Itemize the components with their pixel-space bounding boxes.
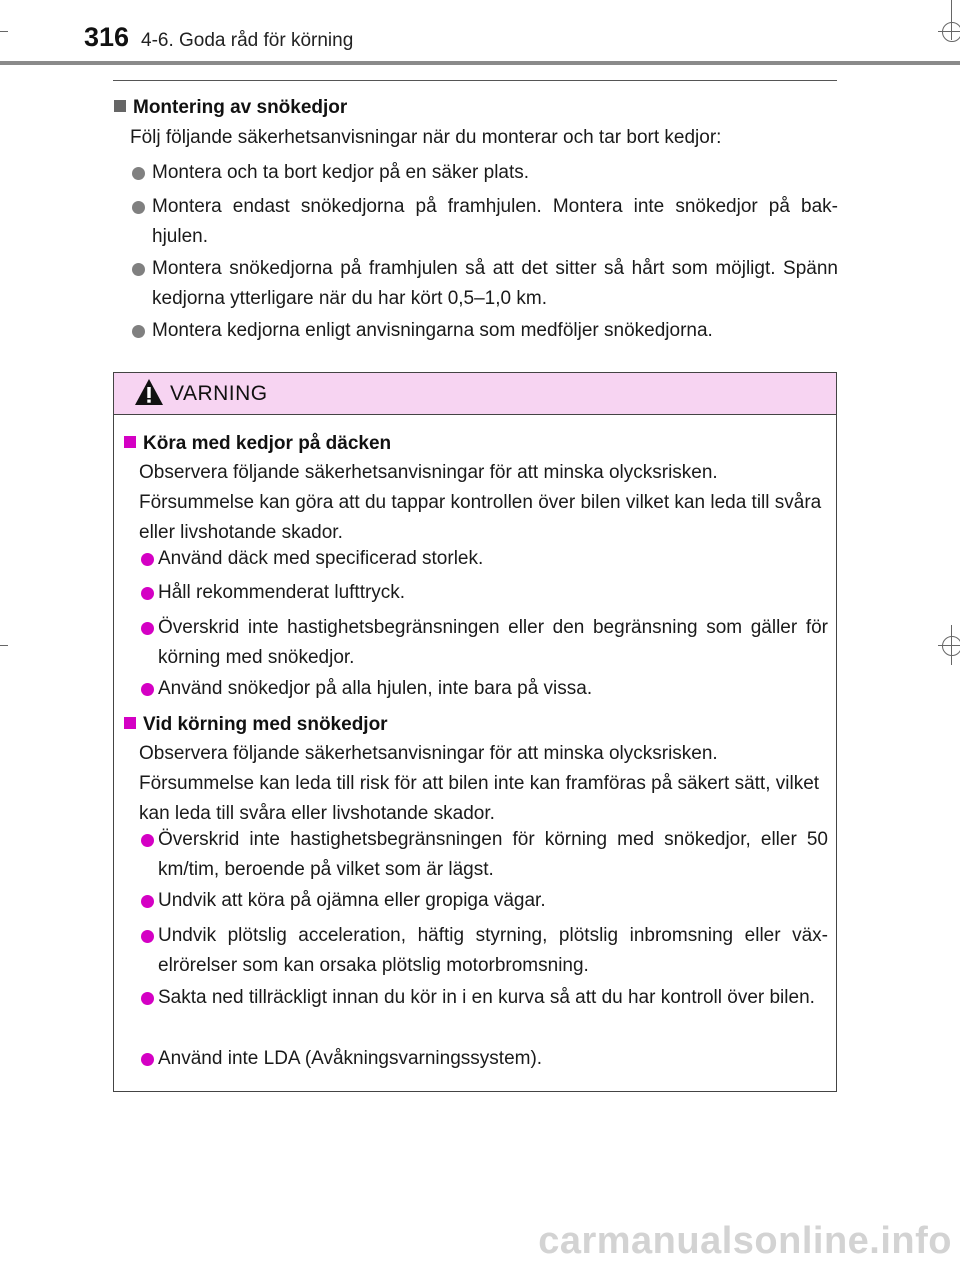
- list-item: Håll rekommenderat lufttryck.: [158, 582, 406, 603]
- list-item: Undvik plötslig acceleration, häftig styrning, plötslig inbromsning eller väx-elrörelser som kan orsaka plötslig motorbromsning.: [158, 925, 828, 976]
- bullet-dot-icon: [141, 834, 154, 847]
- warning-intro: Observera följande säkerhetsanvisningar för att minska olycksrisken. Försummelse kan göra att du tappar kontrollen över bilen vilket kan leda till svåra eller livshotande skador.: [139, 462, 822, 543]
- chapter-title: 4-6. Goda råd för körning: [141, 30, 354, 51]
- warning-label: VARNING: [170, 382, 268, 405]
- bullet-dot-icon: [132, 201, 145, 214]
- square-bullet-icon: [124, 717, 136, 729]
- list-item: Montera snökedjorna på framhjulen så att det sitter så hårt som möjligt. Spänn kedjorna ytterligare när du har kört 0,5–1,0 km.: [152, 258, 838, 309]
- warning-subheading-text: Vid körning med snökedjor: [143, 714, 388, 735]
- crop-mark: [0, 645, 8, 646]
- list-item: Använd snökedjor på alla hjulen, inte bara på vissa.: [158, 678, 593, 699]
- warning-subheading: [124, 714, 388, 736]
- bullet-dot-icon: [141, 553, 154, 566]
- registration-mark: [942, 22, 960, 42]
- content-rule: [113, 80, 837, 81]
- bullet-dot-icon: [141, 622, 154, 635]
- list-item: Undvik att köra på ojämna eller gropiga vägar.: [158, 890, 546, 911]
- bullet-dot-icon: [141, 992, 154, 1005]
- page-number: 316: [84, 22, 130, 52]
- list-item: Överskrid inte hastighetsbegränsningen eller den begränsning som gäller för körning med snökedjor.: [158, 617, 828, 668]
- warning-header: [114, 373, 836, 415]
- section-heading-text: Montering av snökedjor: [133, 97, 348, 118]
- list-item: Montera och ta bort kedjor på en säker plats.: [152, 162, 530, 183]
- bullet-dot-icon: [132, 263, 145, 276]
- list-item: Använd inte LDA (Avåkningsvarningssystem).: [158, 1048, 543, 1069]
- bullet-dot-icon: [141, 683, 154, 696]
- bullet-dot-icon: [141, 895, 154, 908]
- list-item: Överskrid inte hastighetsbegränsningen för körning med snökedjor, eller 50 km/tim, beroende på vilket som är lägst.: [158, 829, 828, 880]
- warning-subheading: [124, 433, 391, 455]
- warning-box: [113, 372, 837, 1092]
- bullet-dot-icon: [141, 1053, 154, 1066]
- section-heading: [114, 97, 347, 119]
- square-bullet-icon: [124, 436, 136, 448]
- warning-subheading-text: Köra med kedjor på däcken: [143, 433, 392, 454]
- watermark: carmanualsonline.info: [538, 1220, 952, 1262]
- list-item: Använd däck med specificerad storlek.: [158, 548, 484, 569]
- section-intro: Följ följande säkerhetsanvisningar när du monterar och tar bort kedjor:: [130, 127, 722, 148]
- registration-mark: [942, 636, 960, 656]
- crop-mark: [0, 31, 8, 32]
- warning-intro: Observera följande säkerhetsanvisningar för att minska olycksrisken. Försummelse kan leda till risk för att bilen inte kan framföras på säkert sätt, vilket kan leda till svåra eller livshotande skador.: [139, 743, 820, 824]
- square-bullet-icon: [114, 100, 126, 112]
- bullet-dot-icon: [132, 325, 145, 338]
- bullet-dot-icon: [132, 167, 145, 180]
- list-item: Montera kedjorna enligt anvisningarna som medföljer snökedjorna.: [152, 320, 713, 341]
- bullet-dot-icon: [141, 930, 154, 943]
- bullet-dot-icon: [141, 587, 154, 600]
- warning-triangle-icon: [134, 377, 164, 407]
- list-item: Sakta ned tillräckligt innan du kör in i en kurva så att du har kontroll över bilen.: [158, 987, 815, 1008]
- header-rule: [0, 61, 960, 65]
- list-item: Montera endast snökedjorna på framhjulen. Montera inte snökedjor på bak-hjulen.: [152, 196, 838, 247]
